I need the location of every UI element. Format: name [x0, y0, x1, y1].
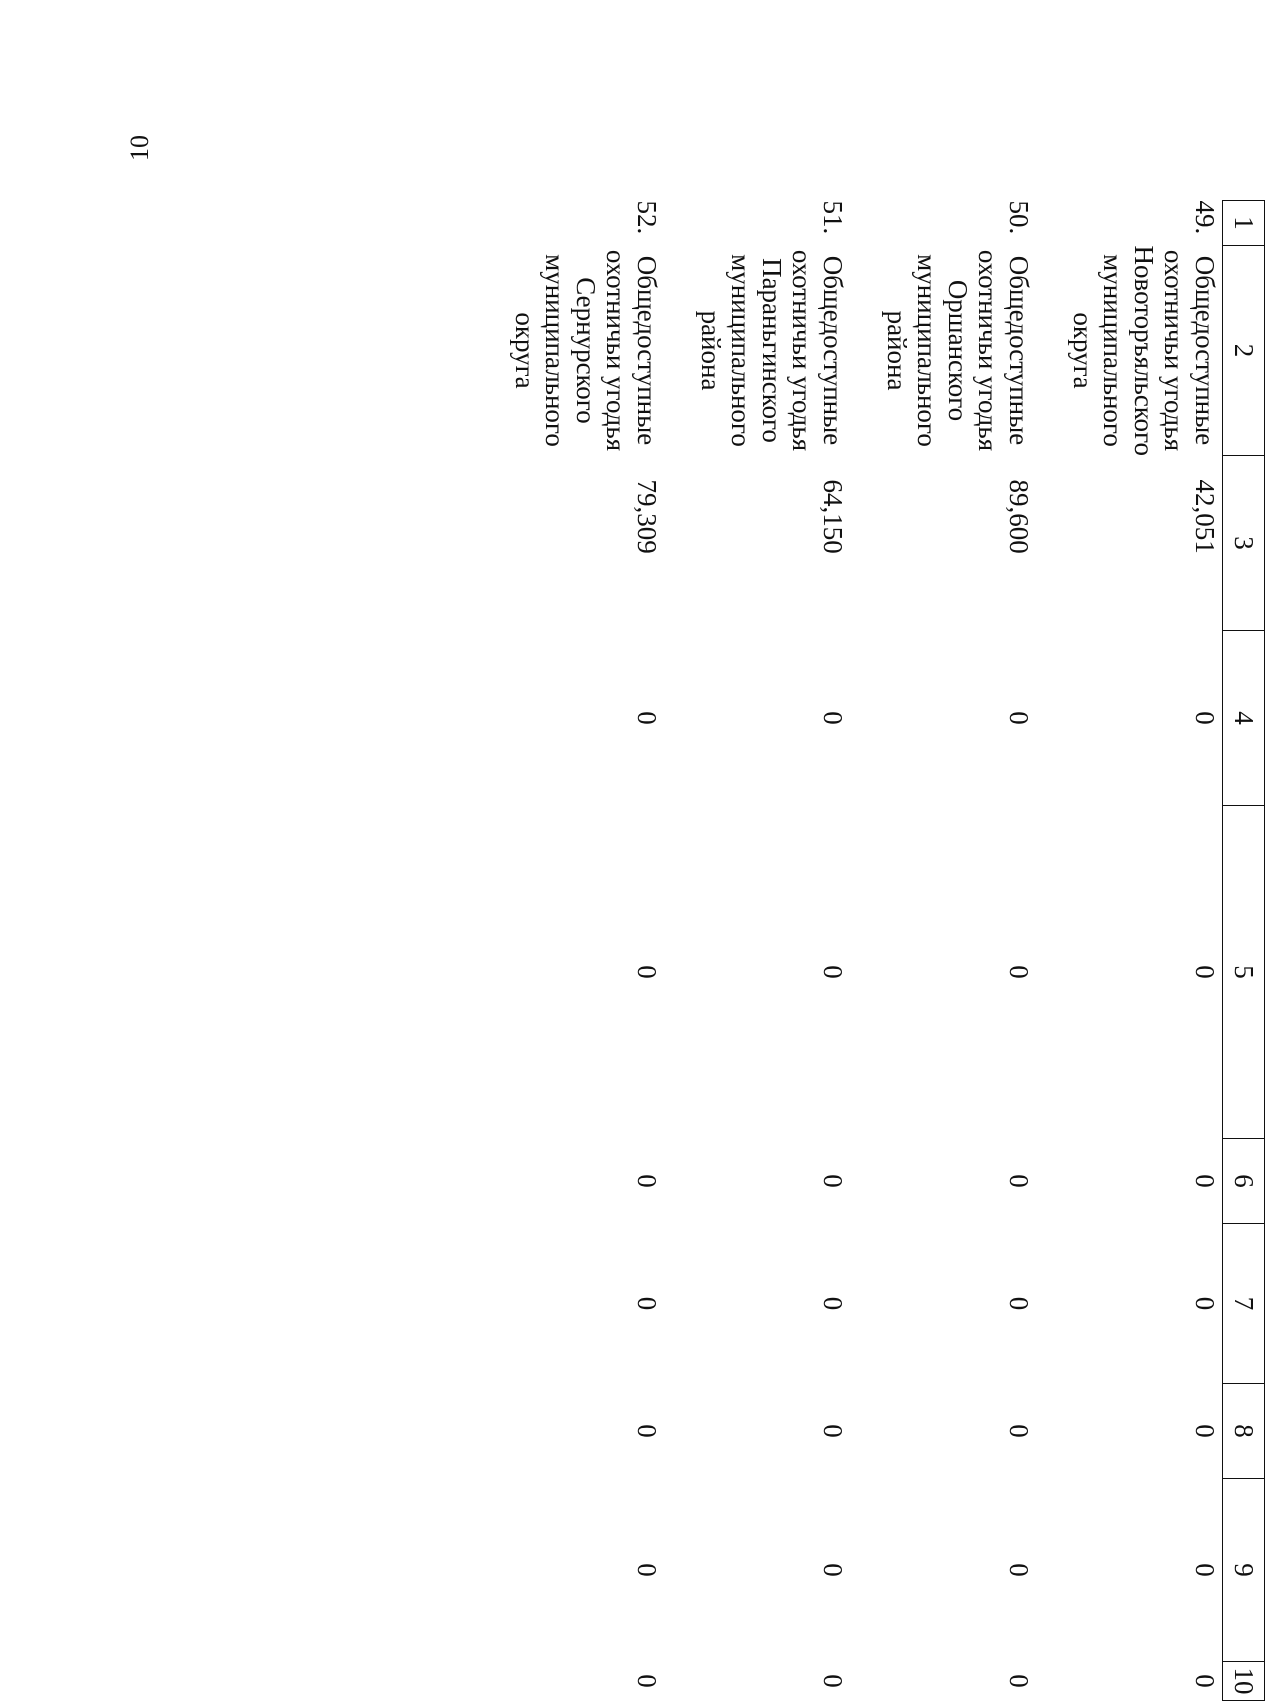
hunting-ground-name-line: Общедоступные	[1004, 255, 1034, 446]
quota-value-cell: 0	[818, 1563, 848, 1577]
row-number-cell	[1036, 201, 1223, 246]
column-header-9: 9	[1223, 1479, 1265, 1662]
hunting-ground-name-line: района	[696, 310, 726, 391]
quota-value-cell: 0	[818, 1424, 848, 1438]
hunting-ground-name-line: муниципального	[912, 254, 943, 447]
hunting-grounds-table	[478, 200, 1265, 1701]
quota-value-cell: 0	[632, 1424, 662, 1438]
hunting-ground-name-line: округа	[510, 312, 540, 389]
table-row	[478, 201, 664, 1701]
quota-value-cell: 0	[632, 1174, 662, 1188]
quota-value-cell: 0	[632, 1296, 662, 1311]
row-number: 52.	[632, 200, 662, 235]
table-body	[478, 201, 1223, 1701]
column-header-2: 2	[1223, 246, 1265, 456]
quota-value-cell: 0	[632, 711, 662, 725]
hunting-ground-name-line: Новоторъяльского	[1129, 245, 1159, 456]
quota-value-cell: 0	[1190, 711, 1220, 725]
quota-value-cell: 0	[632, 965, 662, 979]
column-header-1: 1	[1223, 201, 1265, 246]
quota-value-cell: 0	[632, 1674, 662, 1688]
area-value-cell: 42,051	[1190, 479, 1220, 554]
quota-value-cell: 0	[1190, 965, 1220, 979]
quota-value-cell: 0	[1004, 1674, 1034, 1688]
quota-value-cell: 0	[1004, 1563, 1034, 1577]
area-value-cell: 89,600	[1004, 479, 1034, 554]
table-header-row	[1223, 201, 1265, 1701]
quota-value-cell: 0	[1190, 1296, 1220, 1311]
quota-value-cell: 0	[818, 1174, 848, 1188]
row-number-cell	[664, 201, 850, 246]
column-header-10: 10	[1223, 1662, 1265, 1701]
quota-value-cell: 0	[818, 711, 848, 725]
row-number-cell	[850, 201, 1036, 246]
column-header-6: 6	[1223, 1139, 1265, 1224]
hunting-ground-name-line: района	[882, 310, 912, 391]
row-number: 50.	[1004, 200, 1034, 235]
hunting-ground-name-cell	[664, 246, 850, 456]
row-number: 49.	[1190, 200, 1220, 235]
hunting-ground-name-line: Общедоступные	[632, 255, 662, 446]
area-value-cell: 64,150	[818, 479, 848, 554]
quota-value-cell: 0	[1190, 1174, 1220, 1188]
hunting-ground-name-cell	[478, 246, 664, 456]
row-number-cell	[478, 201, 664, 246]
hunting-ground-name-line: муниципального	[540, 254, 571, 447]
quota-value-cell: 0	[1004, 1424, 1034, 1438]
hunting-ground-name-cell	[1036, 246, 1223, 456]
hunting-ground-name-line: Параньгинского	[757, 258, 787, 443]
area-value-cell: 79,309	[632, 479, 662, 554]
quota-value-cell: 0	[632, 1563, 662, 1577]
hunting-ground-name-line: муниципального	[1098, 254, 1129, 447]
page-number: 10	[125, 135, 154, 161]
hunting-ground-name-cell	[850, 246, 1036, 456]
hunting-ground-name-line: Сернурского	[571, 277, 601, 424]
column-header-3: 3	[1223, 456, 1265, 631]
quota-value-cell: 0	[1004, 711, 1034, 725]
quota-value-cell: 0	[818, 1296, 848, 1311]
column-header-8: 8	[1223, 1384, 1265, 1479]
row-number: 51.	[818, 200, 848, 235]
hunting-ground-name-line: муниципального	[726, 254, 757, 447]
hunting-ground-name-line: охотничьи угодья	[1159, 249, 1190, 452]
quota-value-cell: 0	[1004, 1296, 1034, 1311]
quota-value-cell: 0	[818, 965, 848, 979]
quota-value-cell: 0	[1190, 1563, 1220, 1577]
quota-value-cell: 0	[1004, 965, 1034, 979]
column-header-5: 5	[1223, 806, 1265, 1139]
hunting-ground-name-line: охотничьи угодья	[973, 249, 1004, 452]
hunting-ground-name-line: Общедоступные	[818, 255, 848, 446]
column-header-4: 4	[1223, 631, 1265, 806]
column-header-7: 7	[1223, 1224, 1265, 1384]
rotated-table-container	[405, 200, 1265, 1700]
hunting-ground-name-line: Оршанского	[943, 279, 973, 422]
quota-value-cell: 0	[818, 1674, 848, 1688]
table-row	[850, 201, 1036, 1701]
hunting-ground-name-line: охотничьи угодья	[601, 249, 632, 452]
hunting-ground-name-line: округа	[1068, 312, 1098, 389]
quota-value-cell: 0	[1004, 1174, 1034, 1188]
quota-value-cell: 0	[1190, 1424, 1220, 1438]
table-row	[664, 201, 850, 1701]
quota-value-cell: 0	[1190, 1674, 1220, 1688]
hunting-ground-name-line: охотничьи угодья	[787, 249, 818, 452]
table-row	[1036, 201, 1223, 1701]
hunting-ground-name-line: Общедоступные	[1190, 255, 1220, 446]
